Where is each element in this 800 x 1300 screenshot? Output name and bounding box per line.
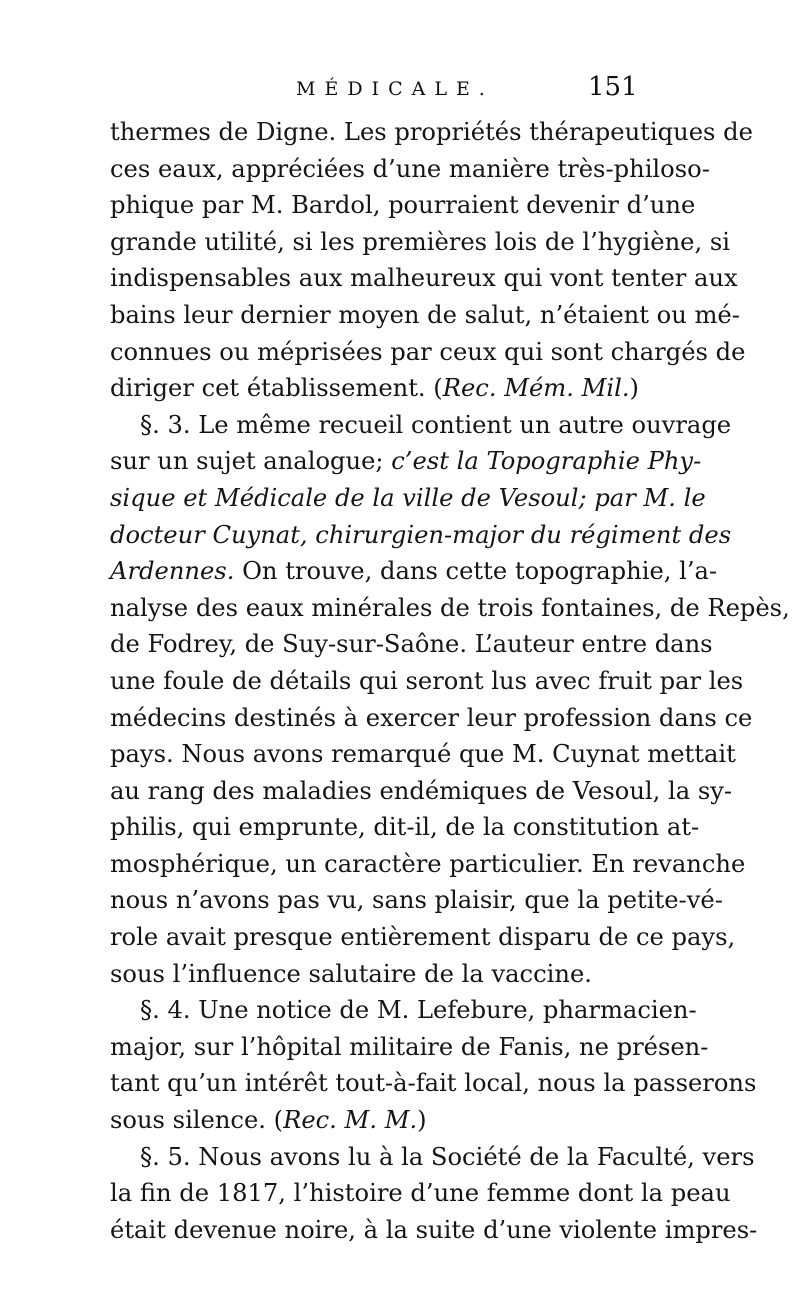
text-line: mosphérique, un caractère particulier. En revanche xyxy=(110,849,746,878)
text-span: §. 4. Une notice de M. Lefebure, pharmacien- xyxy=(140,996,697,1025)
text-line: sous l’influence salutaire de la vaccine. xyxy=(110,959,592,988)
text-span: ) xyxy=(629,374,639,403)
text-line xyxy=(110,992,697,1029)
text-line xyxy=(110,517,732,554)
text-line: major, sur l’hôpital militaire de Fanis, ne présen- xyxy=(110,1032,709,1061)
text-line: thermes de Digne. Les propriétés thérapeutiques de xyxy=(110,118,753,146)
text-line: connues ou méprisées par ceux qui sont chargés de xyxy=(110,337,746,366)
text-line: role avait presque entièrement disparu de ce pays, xyxy=(110,923,736,952)
text-line: la fin de 1817, l’histoire d’une femme dont la peau xyxy=(110,1179,731,1208)
page-number: 151 xyxy=(588,72,638,102)
text-line: nalyse des eaux minérales de trois fontaines, de Repès, xyxy=(110,593,790,622)
text-span: diriger cet établissement. ( xyxy=(110,374,443,403)
text-line xyxy=(110,443,702,480)
text-line: ces eaux, appréciées d’une manière très-philoso- xyxy=(110,154,710,183)
running-head: MÉDICALE. xyxy=(296,78,494,100)
text-line: pays. Nous avons remarqué que M. Cuynat mettait xyxy=(110,740,736,769)
italic-text: Rec. M. M. xyxy=(283,1106,418,1135)
text-line: tant qu’un intérêt tout-à-fait local, nous la passerons xyxy=(110,1069,757,1098)
text-line: phique par M. Bardol, pourraient devenir d’une xyxy=(110,191,696,220)
text-line xyxy=(110,407,732,444)
text-span: On trouve, dans cette topographie, l’a- xyxy=(234,557,718,586)
body-text xyxy=(110,114,790,1248)
text-line xyxy=(110,370,680,407)
italic-text: sique et Médicale de la ville de Vesoul; par M. le xyxy=(110,483,706,512)
italic-text: c’est la Topographie Phy- xyxy=(391,447,702,476)
italic-text: Rec. Mém. Mil. xyxy=(442,374,630,403)
text-line: grande utilité, si les premières lois de l’hygiène, si xyxy=(110,227,730,256)
text-span: sur un sujet analogue; xyxy=(110,447,392,476)
text-line: une foule de détails qui seront lus avec fruit par les xyxy=(110,666,744,695)
text-line: était devenue noire, à la suite d’une violente impres- xyxy=(110,1215,758,1244)
text-span: §. 3. Le même recueil contient un autre ouvrage xyxy=(140,410,732,439)
text-line: philis, qui emprunte, dit-il, de la constitution at- xyxy=(110,813,700,842)
text-line xyxy=(110,553,718,590)
text-line: nous n’avons pas vu, sans plaisir, que la petite-vé- xyxy=(110,886,723,915)
italic-text: Ardennes. xyxy=(110,557,235,586)
text-span: ) xyxy=(417,1106,427,1135)
text-span: §. 5. Nous avons lu à la Société de la Faculté, vers xyxy=(140,1142,755,1171)
text-line: de Fodrey, de Suy-sur-Saône. L’auteur entre dans xyxy=(110,630,713,659)
text-line xyxy=(110,1102,680,1139)
text-line xyxy=(110,1139,755,1176)
text-span: sous silence. ( xyxy=(110,1106,284,1135)
text-line: bains leur dernier moyen de salut, n’étaient ou mé- xyxy=(110,300,740,329)
text-line xyxy=(110,480,706,517)
italic-text: docteur Cuynat, chirurgien-major du régiment des xyxy=(110,520,732,549)
text-line: médecins destinés à exercer leur profession dans ce xyxy=(110,703,753,732)
text-line: indispensables aux malheureux qui vont tenter aux xyxy=(110,264,738,293)
text-line: au rang des maladies endémiques de Vesoul, la sy- xyxy=(110,776,733,805)
